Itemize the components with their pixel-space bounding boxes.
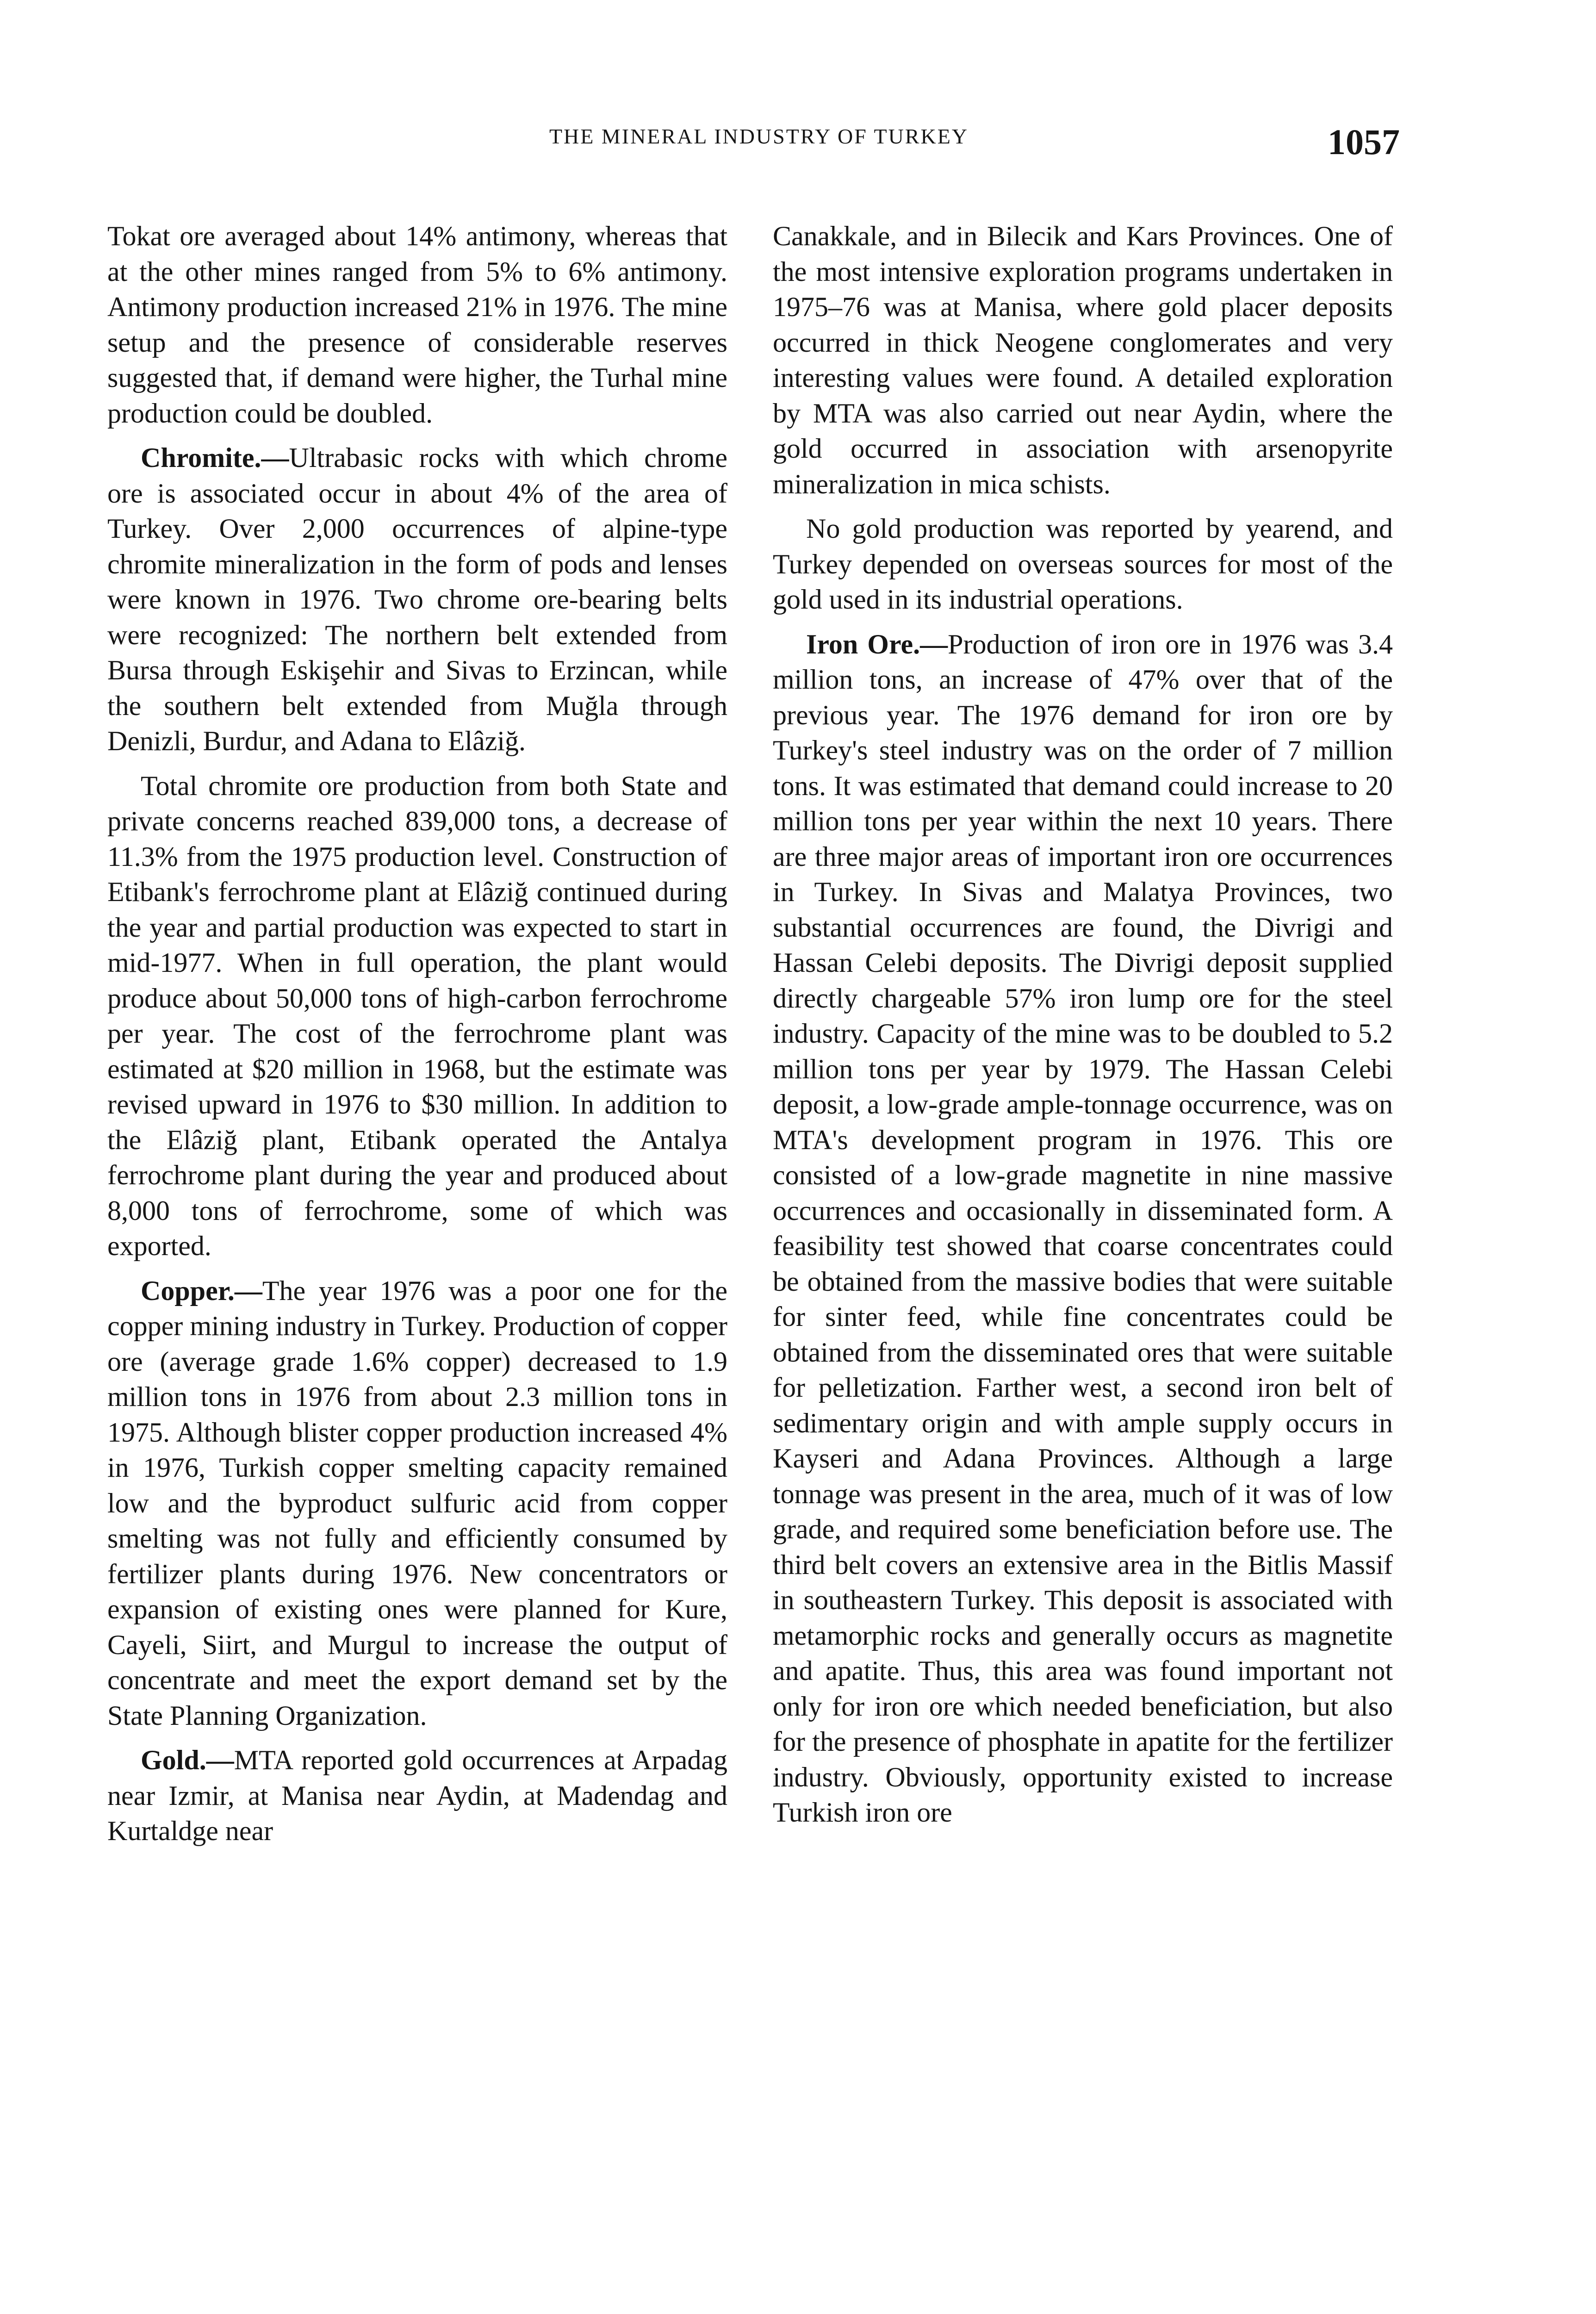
paragraph-gold xyxy=(107,1742,727,1849)
section-heading-copper: Copper.— xyxy=(141,1275,262,1306)
paragraph-antimony-continued: Tokat ore averaged about 14% antimony, whereas that at the other mines ranged from 5% to 6% antimony. Antimony production increased 21% in 1976. The mine setup and the presence of considerable reserves suggested that, if demand were higher, the Turhal mine production could be doubled. xyxy=(107,221,727,429)
paragraph-gold-text: MTA reported gold occurrences at Arpadag near Izmir, at Manisa near Aydin, at Madendag and Kurtaldge near xyxy=(107,1745,727,1846)
section-heading-gold: Gold.— xyxy=(141,1745,234,1775)
paragraph-chromite-production: Total chromite ore production from both State and private concerns reached 839,000 tons, a decrease of 11.3% from the 1975 production level. Construction of Etibank's ferrochrome plant at Elâziğ continued during the year and partial production was expected to start in mid-1977. When in full operation, the plant would produce about 50,000 tons of high-carbon ferrochrome per year. The cost of the ferrochrome plant was estimated at $20 million in 1968, but the estimate was revised upward in 1976 to $30 million. In addition to the Elâziğ plant, Etibank operated the Antalya ferrochrome plant during the year and produced about 8,000 tons of ferrochrome, some of which was exported. xyxy=(107,770,727,1261)
section-heading-iron-ore: Iron Ore.— xyxy=(806,628,948,659)
running-head: THE MINERAL INDUSTRY OF TURKEY xyxy=(549,124,969,148)
paragraph-chromite xyxy=(107,440,727,759)
page-number: 1057 xyxy=(1328,122,1400,162)
right-column xyxy=(773,218,1393,1830)
paragraph-gold-production: No gold production was reported by yearend, and Turkey depended on overseas sources for most of the gold used in its industrial operations. xyxy=(773,513,1393,615)
paragraph-gold-continued: Canakkale, and in Bilecik and Kars Provinces. One of the most intensive exploration programs undertaken in 1975–76 was at Manisa, where gold placer deposits occurred in thick Neogene conglomerates and very interesting values were found. A detailed exploration by MTA was also carried out near Aydin, where the gold occurred in association with arsenopyrite mineralization in mica schists. xyxy=(773,221,1393,499)
paragraph-chromite-text: Ultrabasic rocks with which chrome ore is associated occur in about 4% of the area of Turkey. Over 2,000 occurrences of alpine-type chromite mineralization in the form of pods and lenses were known in 1976. Two chrome ore-bearing belts were recognized: The northern belt extended from Bursa through Eskişehir and Sivas to Erzincan, while the southern belt extended from Muğla through Denizli, Burdur, and Adana to Elâziğ. xyxy=(107,442,727,756)
paragraph-iron-ore-text: Production of iron ore in 1976 was 3.4 million tons, an increase of 47% over that of the previous year. The 1976 demand for iron ore by Turkey's steel industry was on the order of 7 million tons. It was estimated that demand could increase to 20 million tons per year within the next 10 years. There are three major areas of important iron ore occurrences in Turkey. In Sivas and Malatya Provinces, two substantial occurrences are found, the Divrigi and Hassan Celebi deposits. The Divrigi deposit supplied directly chargeable 57% iron lump ore for the steel industry. Capacity of the mine was to be doubled to 5.2 million tons per year by 1979. The Hassan Celebi deposit, a low-grade ample-tonnage occurrence, was on MTA's development program in 1976. This ore consisted of a low-grade magnetite in nine massive occurrences and occasionally in disseminated form. A feasibility test showed that coarse concentrates could be obtained from the massive bodies that were suitable for sinter feed, while fine concentrates could be obtained from the disseminated ores that were suitable for pelletization. Farther west, a second iron belt of sedimentary origin and with ample supply occurs in Kayseri and Adana Provinces. Although a large tonnage was present in the area, much of it was of low grade, and required some beneficiation before use. The third belt covers an extensive area in the Bitlis Massif in southeastern Turkey. This deposit is associated with metamorphic rocks and generally occurs as magnetite and apatite. Thus, this area was found important not only for iron ore which needed beneficiation, but also for the presence of phosphate in apatite for the fertilizer industry. Obviously, opportunity existed to increase Turkish iron ore xyxy=(773,628,1393,1828)
section-heading-chromite: Chromite.— xyxy=(141,442,289,473)
paragraph-copper xyxy=(107,1273,727,1734)
paragraph-copper-text: The year 1976 was a poor one for the copper mining industry in Turkey. Production of copper ore (average grade 1.6% copper) decreased to 1.9 million tons in 1976 from about 2.3 million tons in 1975. Although blister copper production increased 4% in 1976, Turkish copper smelting capacity remained low and the byproduct sulfuric acid from copper smelting was not fully and efficiently consumed by fertilizer plants during 1976. New concentrators or expansion of existing ones were planned for Kure, Cayeli, Siirt, and Murgul to increase the output of concentrate and meet the export demand set by the State Planning Organization. xyxy=(107,1275,727,1731)
left-column xyxy=(107,218,727,1849)
paragraph-iron-ore xyxy=(773,627,1393,1830)
